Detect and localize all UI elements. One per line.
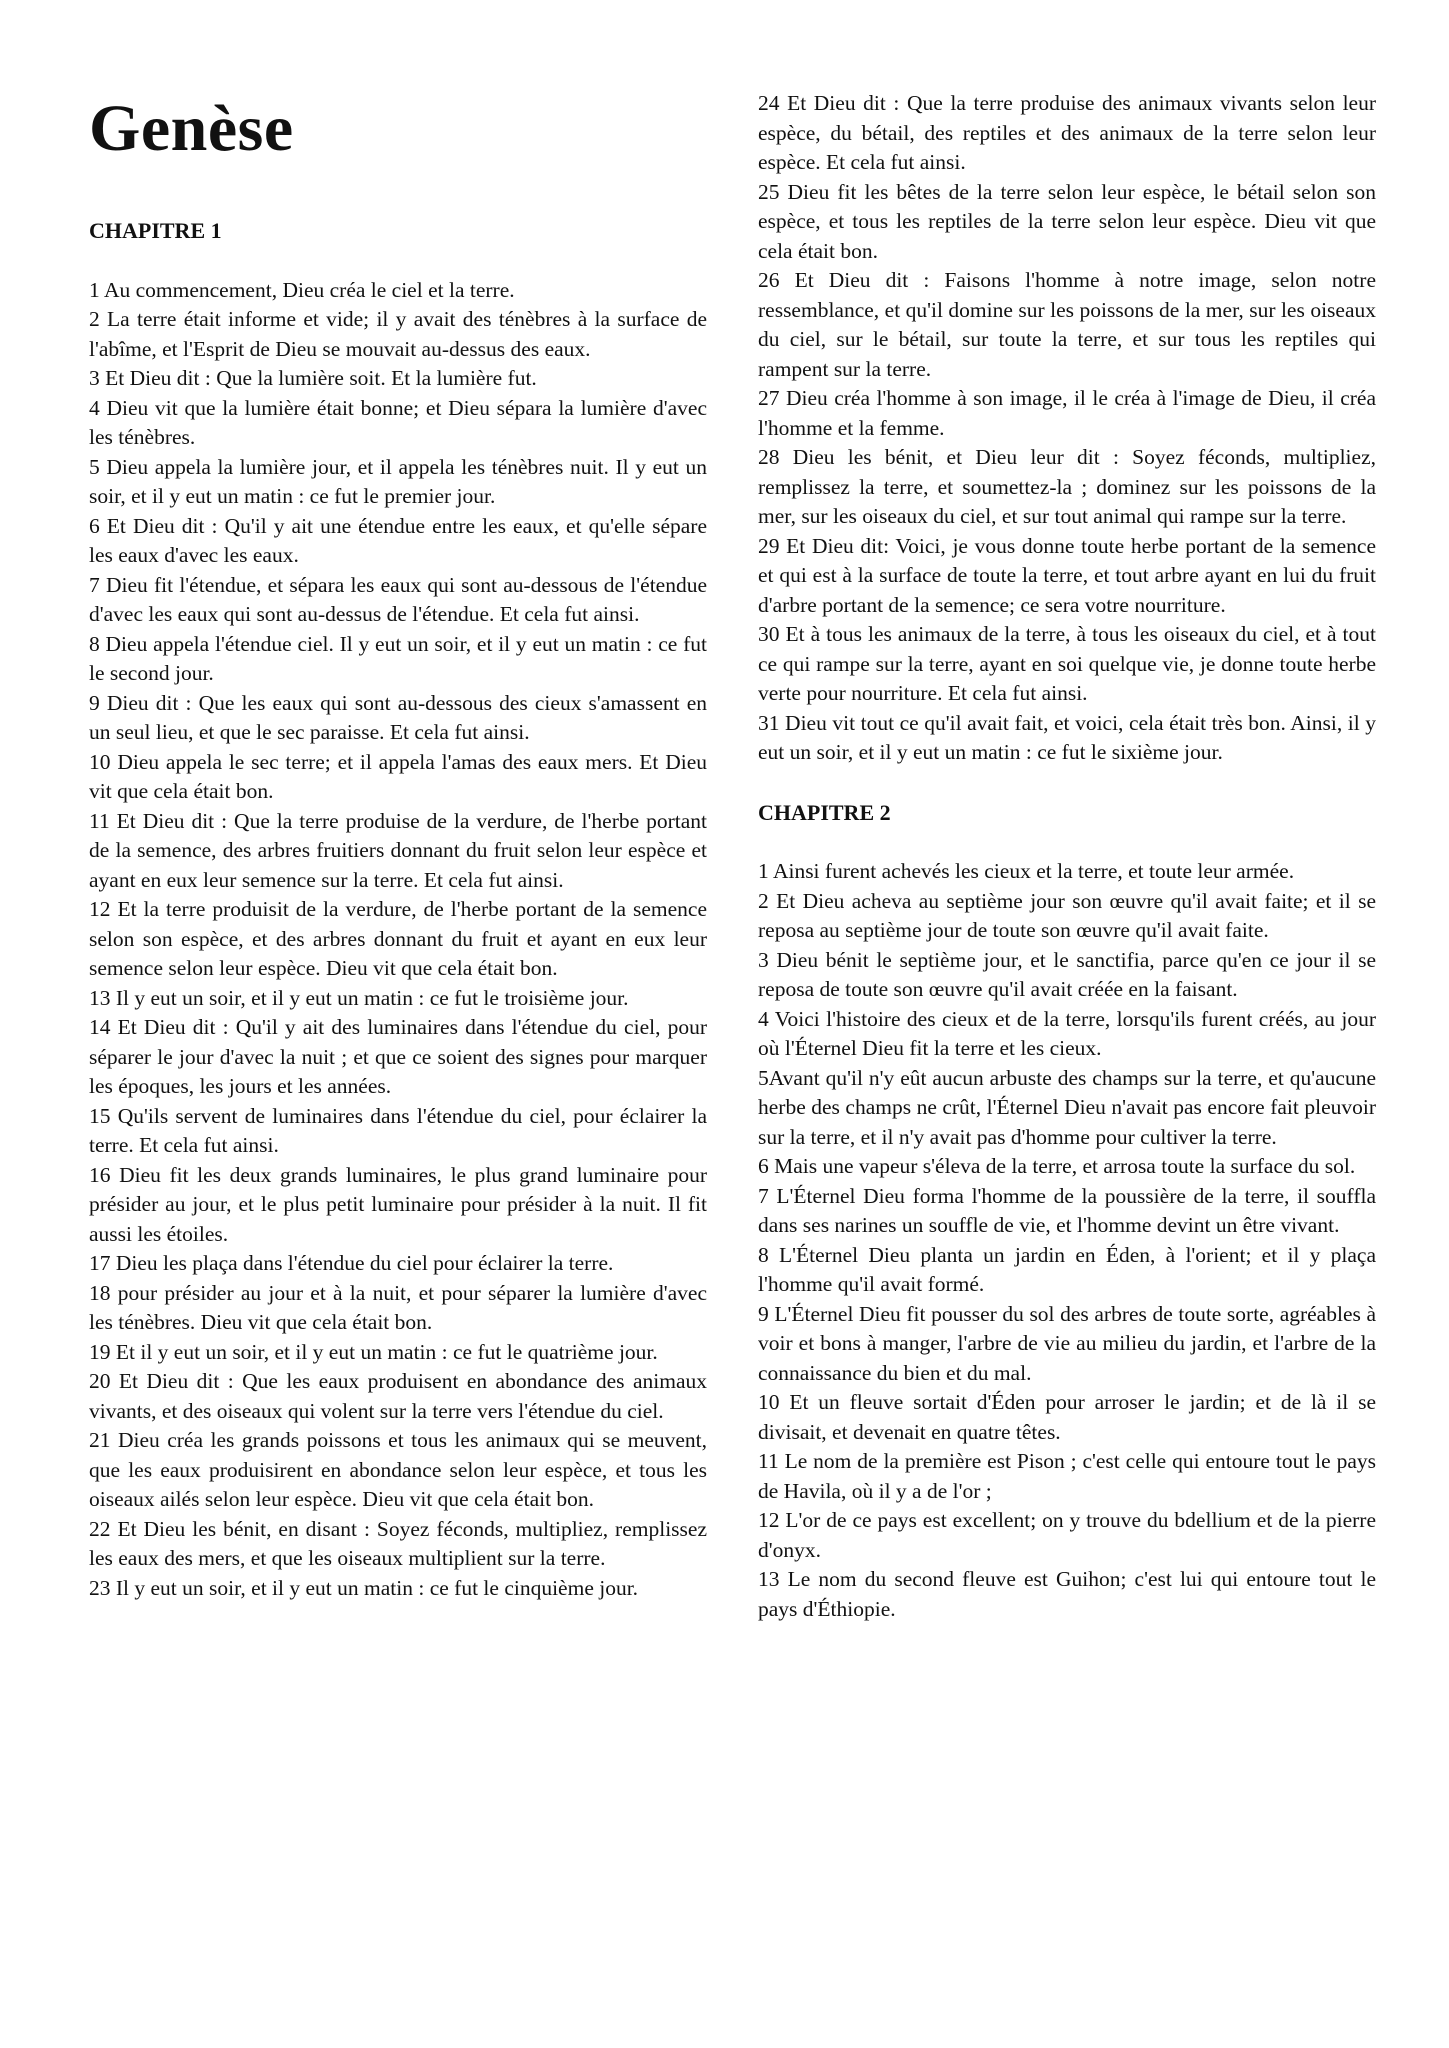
verse: 18 pour présider au jour et à la nuit, et pour séparer la lumière d'avec les ténèbres. Dieu vit que cela était bon. <box>89 1280 707 1334</box>
verse: 3 Et Dieu dit : Que la lumière soit. Et la lumière fut. <box>89 366 537 390</box>
verse: 6 Mais une vapeur s'éleva de la terre, et arrosa toute la surface du sol. <box>758 1154 1356 1178</box>
verse: 12 L'or de ce pays est excellent; on y trouve du bdellium et de la pierre d'onyx. <box>758 1508 1376 1562</box>
verse: 2 La terre était informe et vide; il y avait des ténèbres à la surface de l'abîme, et l'Esprit de Dieu se mouvait au-dessus des eaux. <box>89 307 707 361</box>
verse: 26 Et Dieu dit : Faisons l'homme à notre image, selon notre ressemblance, et qu'il domine sur les poissons de la mer, sur les oiseaux du ciel, sur le bétail, sur toute la terre, et sur tous les reptiles qui rampent sur la terre. <box>758 268 1376 381</box>
verse: 9 Dieu dit : Que les eaux qui sont au-dessous des cieux s'amassent en un seul lieu, et que le sec paraisse. Et cela fut ainsi. <box>89 690 707 744</box>
verse: 14 Et Dieu dit : Qu'il y ait des luminaires dans l'étendue du ciel, pour séparer le jour d'avec la nuit ; et que ce soient des signes pour marquer les époques, les jours et les années. <box>89 1015 707 1098</box>
verse: 8 L'Éternel Dieu planta un jardin en Éden, à l'orient; et il y plaça l'homme qu'il avait formé. <box>758 1242 1376 1296</box>
verse: 13 Il y eut un soir, et il y eut un matin : ce fut le troisième jour. <box>89 985 629 1010</box>
verse: 23 Il y eut un soir, et il y eut un matin : ce fut le cinquième jour. <box>89 1575 639 1600</box>
chapter-heading: CHAPITRE 2 <box>758 799 891 825</box>
verse: 10 Et un fleuve sortait d'Éden pour arroser le jardin; et de là il se divisait, et devenait en quatre têtes. <box>758 1390 1376 1444</box>
verse: 4 Dieu vit que la lumière était bonne; et Dieu sépara la lumière d'avec les ténèbres. <box>89 395 707 449</box>
book-title: Genèse <box>89 92 294 165</box>
verse: 7 Dieu fit l'étendue, et sépara les eaux qui sont au-dessous de l'étendue d'avec les eaux qui sont au-dessus de l'étendue. Et cela fut ainsi. <box>89 572 707 626</box>
verse: 9 L'Éternel Dieu fit pousser du sol des arbres de toute sorte, agréables à voir et bons à manger, l'arbre de vie au milieu du jardin, et l'arbre de la connaissance du bien et du mal. <box>758 1301 1376 1385</box>
verse: 15 Qu'ils servent de luminaires dans l'étendue du ciel, pour éclairer la terre. Et cela fut ainsi. <box>89 1103 707 1157</box>
verse: 29 Et Dieu dit: Voici, je vous donne toute herbe portant de la semence et qui est à la surface de toute la terre, et tout arbre ayant en lui du fruit d'arbre portant de la semence; ce sera votre nourriture. <box>758 533 1376 617</box>
verse: 28 Dieu les bénit, et Dieu leur dit : Soyez féconds, multipliez, remplissez la terre, et soumettez-la ; dominez sur les poissons de la mer, sur les oiseaux du ciel, et sur tout animal qui rampe sur la terre. <box>758 445 1376 528</box>
verse: 27 Dieu créa l'homme à son image, il le créa à l'image de Dieu, il créa l'homme et la femme. <box>758 386 1376 440</box>
verse: 25 Dieu fit les bêtes de la terre selon leur espèce, le bétail selon son espèce, et tous les reptiles de la terre selon leur espèce. Dieu vit que cela était bon. <box>758 179 1376 263</box>
verse: 5Avant qu'il n'y eût aucun arbuste des champs sur la terre, et qu'aucune herbe des champs ne crût, l'Éternel Dieu n'avait pas encore fait pleuvoir sur la terre, et il n'y avait pas d'homme pour cultiver la terre. <box>758 1065 1376 1149</box>
verse: 16 Dieu fit les deux grands luminaires, le plus grand luminaire pour présider au jour, et le plus petit luminaire pour présider à la nuit. Il fit aussi les étoiles. <box>89 1162 707 1246</box>
verse: 3 Dieu bénit le septième jour, et le sanctifia, parce qu'en ce jour il se reposa de toute son œuvre qu'il avait créée en la faisant. <box>758 947 1376 1001</box>
right-column <box>758 89 1376 1624</box>
verse: 12 Et la terre produisit de la verdure, de l'herbe portant de la semence selon son espèce, et des arbres donnant du fruit et ayant en eux leur semence selon leur espèce. Dieu vit que cela était bon. <box>89 897 707 980</box>
verse: 31 Dieu vit tout ce qu'il avait fait, et voici, cela était très bon. Ainsi, il y eut un soir, et il y eut un matin : ce fut le sixième jour. <box>758 710 1376 764</box>
verse: 22 Et Dieu les bénit, en disant : Soyez féconds, multipliez, remplissez les eaux des mers, et que les oiseaux multiplient sur la terre. <box>89 1516 707 1570</box>
chapter-heading: CHAPITRE 1 <box>89 218 222 243</box>
verse: 17 Dieu les plaça dans l'étendue du ciel pour éclairer la terre. <box>89 1251 614 1275</box>
verse: 24 Et Dieu dit : Que la terre produise des animaux vivants selon leur espèce, du bétail, des reptiles et des animaux de la terre selon leur espèce. Et cela fut ainsi. <box>758 91 1376 174</box>
verse: 10 Dieu appela le sec terre; et il appela l'amas des eaux mers. Et Dieu vit que cela était bon. <box>89 749 707 803</box>
verse: 1 Ainsi furent achevés les cieux et la terre, et toute leur armée. <box>758 859 1295 883</box>
verse: 4 Voici l'histoire des cieux et de la terre, lorsqu'ils furent créés, au jour où l'Éternel Dieu fit la terre et les cieux. <box>758 1006 1376 1060</box>
verse: 8 Dieu appela l'étendue ciel. Il y eut un soir, et il y eut un matin : ce fut le second jour. <box>89 631 707 685</box>
verse: 11 Et Dieu dit : Que la terre produise de la verdure, de l'herbe portant de la semence, des arbres fruitiers donnant du fruit selon leur espèce et ayant en eux leur semence sur la terre. Et cela fut ainsi. <box>89 808 707 892</box>
verse: 20 Et Dieu dit : Que les eaux produisent en abondance des animaux vivants, et des oiseaux qui volent sur la terre vers l'étendue du ciel. <box>89 1369 707 1423</box>
verse: 11 Le nom de la première est Pison ; c'est celle qui entoure tout le pays de Havila, où il y a de l'or ; <box>758 1449 1376 1503</box>
verse: 7 L'Éternel Dieu forma l'homme de la poussière de la terre, il souffla dans ses narines un souffle de vie, et l'homme devint un être vivant. <box>758 1183 1376 1237</box>
verse: 6 Et Dieu dit : Qu'il y ait une étendue entre les eaux, et qu'elle sépare les eaux d'avec les eaux. <box>89 513 707 567</box>
verse: 13 Le nom du second fleuve est Guihon; c'est lui qui entoure tout le pays d'Éthiopie. <box>758 1567 1376 1621</box>
verse: 2 Et Dieu acheva au septième jour son œuvre qu'il avait faite; et il se reposa au septième jour de toute son œuvre qu'il avait faite. <box>758 888 1376 942</box>
left-column <box>89 0 707 1603</box>
verse: 1 Au commencement, Dieu créa le ciel et la terre. <box>89 277 515 302</box>
verse: 19 Et il y eut un soir, et il y eut un matin : ce fut le quatrième jour. <box>89 1339 658 1364</box>
verse: 5 Dieu appela la lumière jour, et il appela les ténèbres nuit. Il y eut un soir, et il y eut un matin : ce fut le premier jour. <box>89 454 707 508</box>
verse: 21 Dieu créa les grands poissons et tous les animaux qui se meuvent, que les eaux produisirent en abondance selon leur espèce, et tous les oiseaux ailés selon leur espèce. Dieu vit que cela était bon. <box>89 1428 707 1511</box>
verse: 30 Et à tous les animaux de la terre, à tous les oiseaux du ciel, et à tout ce qui rampe sur la terre, ayant en soi quelque vie, je donne toute herbe verte pour nourriture. Et cela fut ainsi. <box>758 622 1376 705</box>
